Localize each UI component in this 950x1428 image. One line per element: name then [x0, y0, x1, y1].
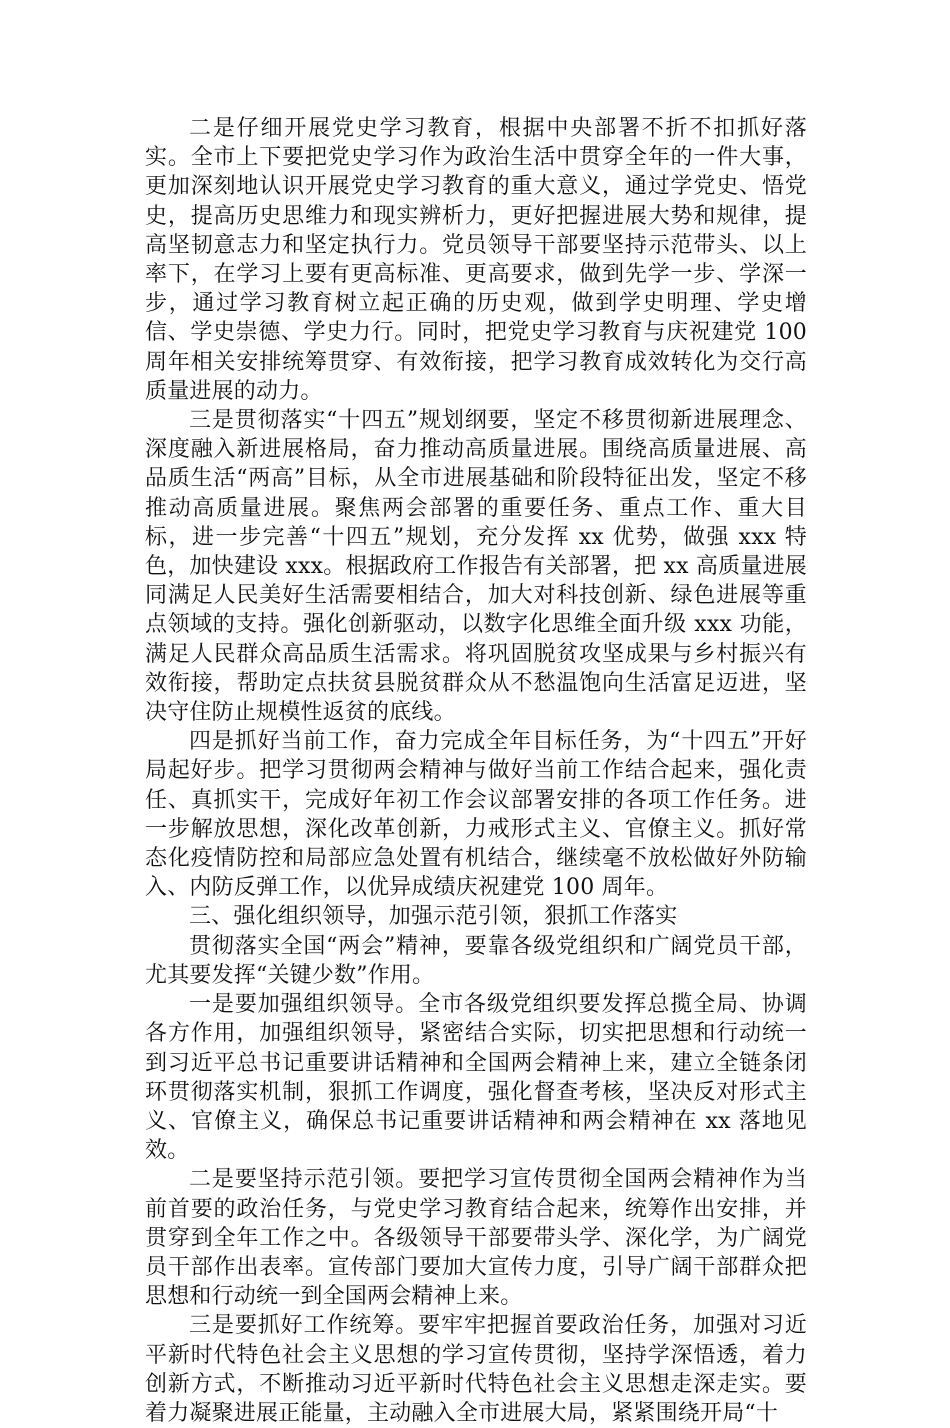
section-heading: 三、强化组织领导，加强示范引领，狠抓工作落实 — [189, 904, 678, 930]
paragraph-five-year-plan: 三是贯彻落实“十四五”规划纲要，坚定不移贯彻新进展理念、深度融入新进展格局，奋力推动高质量进展。围绕高质量进展、高品质生活“两高”目标，从全市进展基础和阶段特征出发，坚定不移推动高质量进展。聚焦两会部署的重要任务、重点工作、重大目标，进一步完善“十四五”规划，充分发挥 xx 优势，做强 xxx 特色，加快建设 xxx。根据政府工作报告有关部署，把 xx 高质量进展同满足人民美好生活需要相结合，加大对科技创新、绿色进展等重点领域的支持。强化创新驱动，以数字化思维全面升级 xxx 功能，满足人民群众高品质生活需求。将巩固脱贫攻坚成果与乡村振兴有效衔接，帮助定点扶贫县脱贫群众从不愁温饱向生活富足迈进，坚决守住防止规模性返贫的底线。 — [145, 408, 807, 726]
paragraph-organization-leadership: 一是要加强组织领导。全市各级党组织要发挥总揽全局、协调各方作用，加强组织领导，紧密结合实际，切实把思想和行动统一到习近平总书记重要讲话精神和全国两会精神上来，建立全链条闭环贯彻落实机制，狠抓工作调度，强化督查考核，坚决反对形式主义、官僚主义，确保总书记重要讲话精神和两会精神在 xx 落地见效。 — [145, 992, 807, 1164]
paragraph-key-minority: 贯彻落实全国“两会”精神，要靠各级党组织和广阔党员干部，尤其要发挥“关键少数”作用。 — [145, 933, 807, 988]
paragraph-study-party-history: 二是仔细开展党史学习教育，根据中央部署不折不扣抓好落实。全市上下要把党史学习作为政治生活中贯穿全年的一件大事，更加深刻地认识开展党史学习教育的重大意义，通过学党史、悟党史，提高历史思维力和现实辨析力，更好把握进展大势和规律，提高坚韧意志力和坚定执行力。党员领导干部要坚持示范带头、以上率下，在学习上要有更高标准、更高要求，做到先学一步、学深一步，通过学习教育树立起正确的历史观，做到学史明理、学史增信、学史崇德、学史力行。同时，把党史学习教育与庆祝建党 100 周年相关安排统筹贯穿、有效衔接，把学习教育成效转化为交行高质量进展的动力。 — [145, 116, 807, 404]
paragraph-current-work: 四是抓好当前工作，奋力完成全年目标任务，为“十四五”开好局起好步。把学习贯彻两会精神与做好当前工作结合起来，强化责任、真抓实干，完成好年初工作会议部署安排的各项工作任务。进一步解放思想，深化改革创新，力戒形式主义、官僚主义。抓好常态化疫情防控和局部应急处置有机结合，继续毫不放松做好外防输入、内防反弹工作，以优异成绩庆祝建党 100 周年。 — [145, 729, 807, 901]
paragraph-demonstration: 二是要坚持示范引领。要把学习宣传贯彻全国两会精神作为当前首要的政治任务，与党史学习教育结合起来，统筹作出安排，并贯穿到全年工作之中。各级领导干部要带头学、深化学，为广阔党员干部作出表率。宣传部门要加大宣传力度，引导广阔干部群众把思想和行动统一到全国两会精神上来。 — [145, 1167, 807, 1310]
paragraph-work-coordination: 三是要抓好工作统筹。要牢牢把握首要政治任务，加强对习近平新时代特色社会主义思想的学习宣传贯彻，坚持学深悟透，着力创新方式，不断推动习近平新时代特色社会主义思想走深走实。要着力凝聚进展正能量，主动融入全市进展大局，紧紧围绕开局“十 — [145, 1313, 807, 1426]
document-page — [145, 114, 807, 1428]
